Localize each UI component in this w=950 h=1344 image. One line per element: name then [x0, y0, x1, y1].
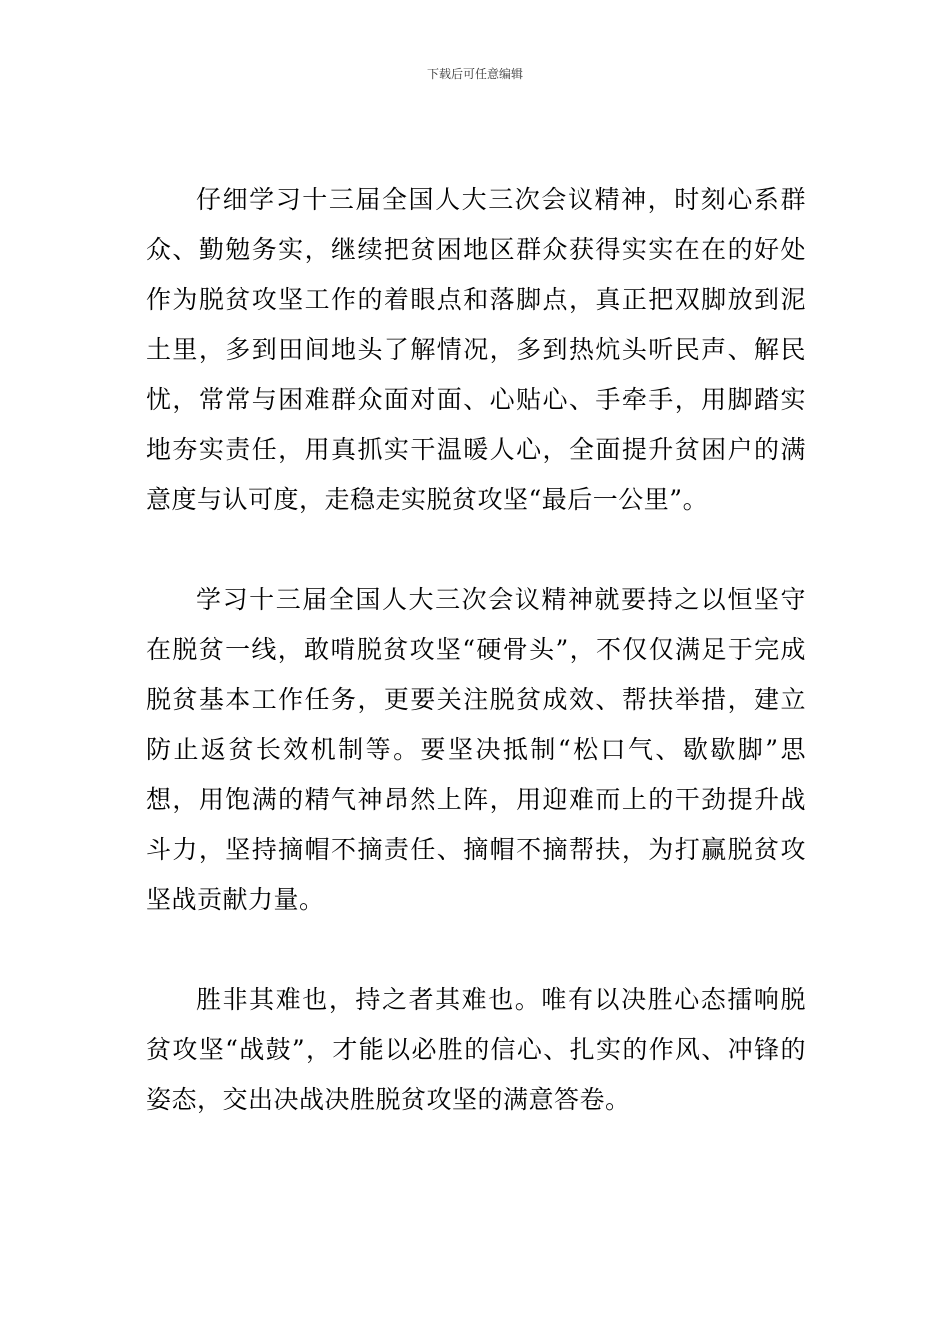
page-header: 下载后可任意编辑: [426, 67, 523, 81]
paragraph-3: 胜非其难也，持之者其难也。唯有以决胜心态擂响脱贫攻坚“战鼓”，才能以必胜的信心、扎实的作风、冲锋的姿态，交出决战决胜脱贫攻坚的满意答卷。: [146, 985, 806, 1114]
paragraph-2: 学习十三届全国人大三次会议精神就要持之以恒坚守在脱贫一线，敢啃脱贫攻坚“硬骨头”，不仅仅满足于完成脱贫基本工作任务，更要关注脱贫成效、帮扶举措，建立防止返贫长效机制等。要坚决抵制“松口气、歇歇脚”思想，用饱满的精气神昂然上阵，用迎难而上的干劲提升战斗力，坚持摘帽不摘责任、摘帽不摘帮扶，为打赢脱贫攻坚战贡献力量。: [146, 585, 806, 914]
paragraph-1: 仔细学习十三届全国人大三次会议精神，时刻心系群众、勤勉务实，继续把贫困地区群众获得实实在在的好处作为脱贫攻坚工作的着眼点和落脚点，真正把双脚放到泥土里，多到田间地头了解情况，多到热炕头听民声、解民忧，常常与困难群众面对面、心贴心、手牵手，用脚踏实地夯实责任，用真抓实干温暖人心，全面提升贫困户的满意度与认可度，走稳走实脱贫攻坚“最后一公里”。: [146, 185, 806, 514]
